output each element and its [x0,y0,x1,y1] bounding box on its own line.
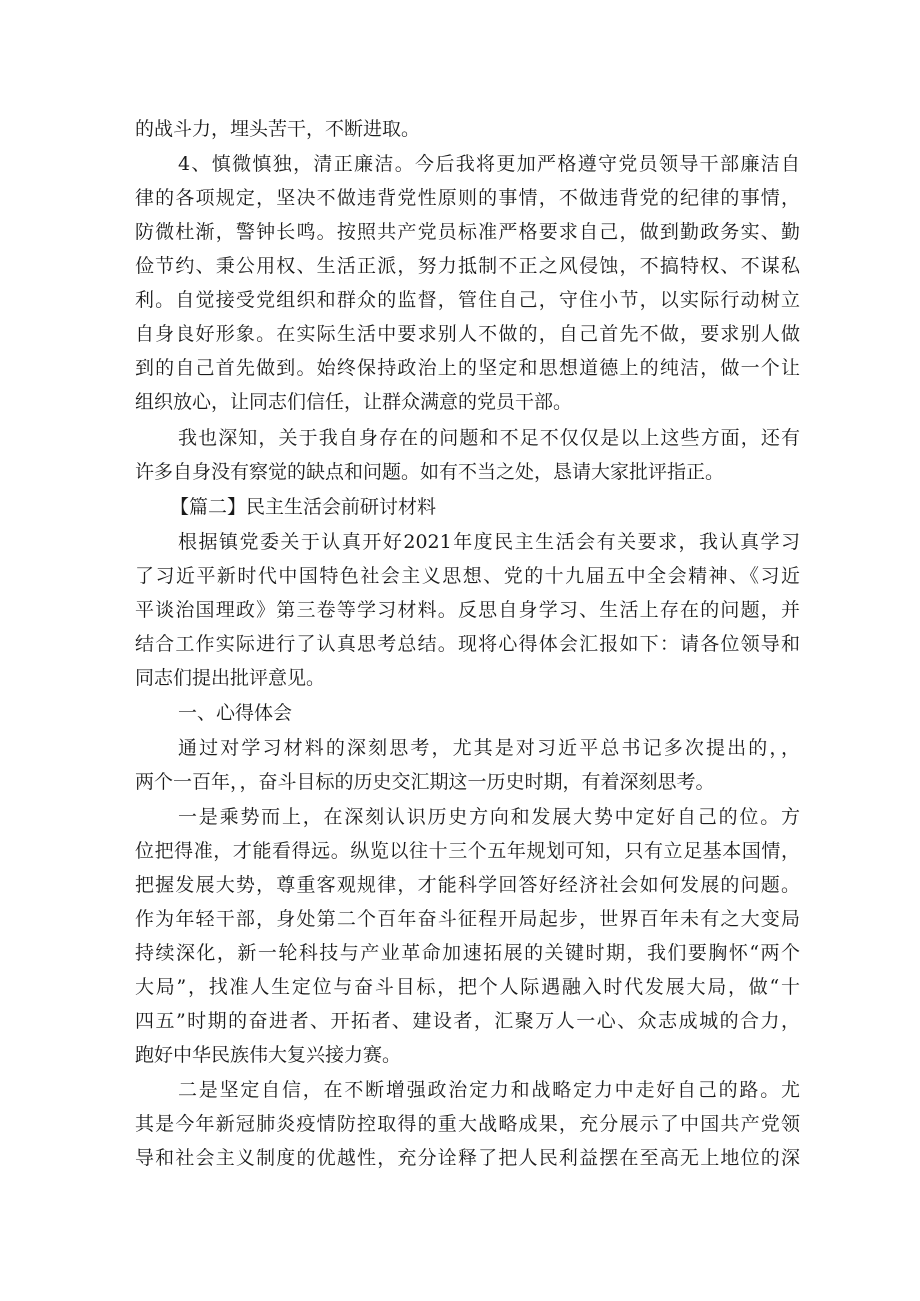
paragraph-line: 4、慎微慎独，清正廉洁。今后我将更加严格遵守党员领导干部廉洁自 [178,153,800,175]
paragraph-line: 四五”时期的奋进者、开拓者、建设者，汇聚万人一心、众志成城的合力， [135,1010,800,1032]
paragraph-line: 根据镇党委关于认真开好2021年度民主生活会有关要求，我认真学习 [178,531,800,553]
paragraph-line: 了习近平新时代中国特色社会主义思想、党的十九届五中全会精神、《习近 [135,565,800,587]
paragraph-line: 俭节约、秉公用权、生活正派，努力抵制不正之风侵蚀，不搞特权、不谋私 [135,255,800,277]
paragraph-line: 的战斗力，埋头苦干，不断进取。 [135,118,421,140]
paragraph-line: 跑好中华民族伟大复兴接力赛。 [135,1044,402,1066]
subsection-heading: 一、心得体会 [178,702,293,724]
paragraph-line: 同志们提出批评意见。 [135,667,326,689]
paragraph-line: 自身良好形象。在实际生活中要求别人不做的，自己首先不做，要求别人做 [135,323,800,345]
paragraph-line: 其是今年新冠肺炎疫情防控取得的重大战略成果，充分展示了中国共产党领 [135,1113,800,1135]
paragraph-line: 许多自身没有察觉的缺点和问题。如有不当之处，恳请大家批评指正。 [135,461,725,483]
paragraph-line: 持续深化，新一轮科技与产业革命加速拓展的关键时期，我们要胸怀“两个 [135,942,800,964]
section-heading: 【篇二】民主生活会前研讨材料 [170,496,437,518]
paragraph-line: 一是乘势而上，在深刻认识历史方向和发展大势中定好自己的位。方 [178,806,800,828]
paragraph-line: 律的各项规定，坚决不做违背党性原则的事情，不做违背党的纪律的事情， [135,187,800,209]
paragraph-line: 两个一百年，，奋斗目标的历史交汇期这一历史时期，有着深刻思考。 [135,771,715,793]
paragraph-line: 位把得准，才能看得远。纵览以往十三个五年规划可知，只有立足基本国情， [135,840,800,862]
paragraph-line: 大局”，找准人生定位与奋斗目标，把个人际遇融入时代发展大局，做“十 [135,976,800,998]
paragraph-line: 通过对学习材料的深刻思考，尤其是对习近平总书记多次提出的，， [178,737,800,759]
paragraph-line: 平谈治国理政》第三卷等学习材料。反思自身学习、生活上存在的问题，并 [135,599,800,621]
paragraph-line: 到的自己首先做到。始终保持政治上的坚定和思想道德上的纯洁，做一个让 [135,357,800,379]
paragraph-line: 我也深知，关于我自身存在的问题和不足不仅仅是以上这些方面，还有 [178,427,800,449]
paragraph-line: 二是坚定自信，在不断增强政治定力和战略定力中走好自己的路。尤 [178,1079,800,1101]
paragraph-line: 导和社会主义制度的优越性，充分诠释了把人民利益摆在至高无上地位的深 [135,1147,800,1169]
paragraph-line: 利。自觉接受党组织和群众的监督，管住自己，守住小节，以实际行动树立 [135,289,800,311]
paragraph-line: 防微杜渐，警钟长鸣。按照共产党员标准严格要求自己，做到勤政务实、勤 [135,221,800,243]
paragraph-line: 结合工作实际进行了认真思考总结。现将心得体会汇报如下：请各位领导和 [135,633,800,655]
paragraph-line: 作为年轻干部，身处第二个百年奋斗征程开局起步，世界百年未有之大变局 [135,908,800,930]
paragraph-line: 把握发展大势，尊重客观规律，才能科学回答好经济社会如何发展的问题。 [135,874,800,896]
paragraph-line: 组织放心，让同志们信任，让群众满意的党员干部。 [135,391,573,413]
